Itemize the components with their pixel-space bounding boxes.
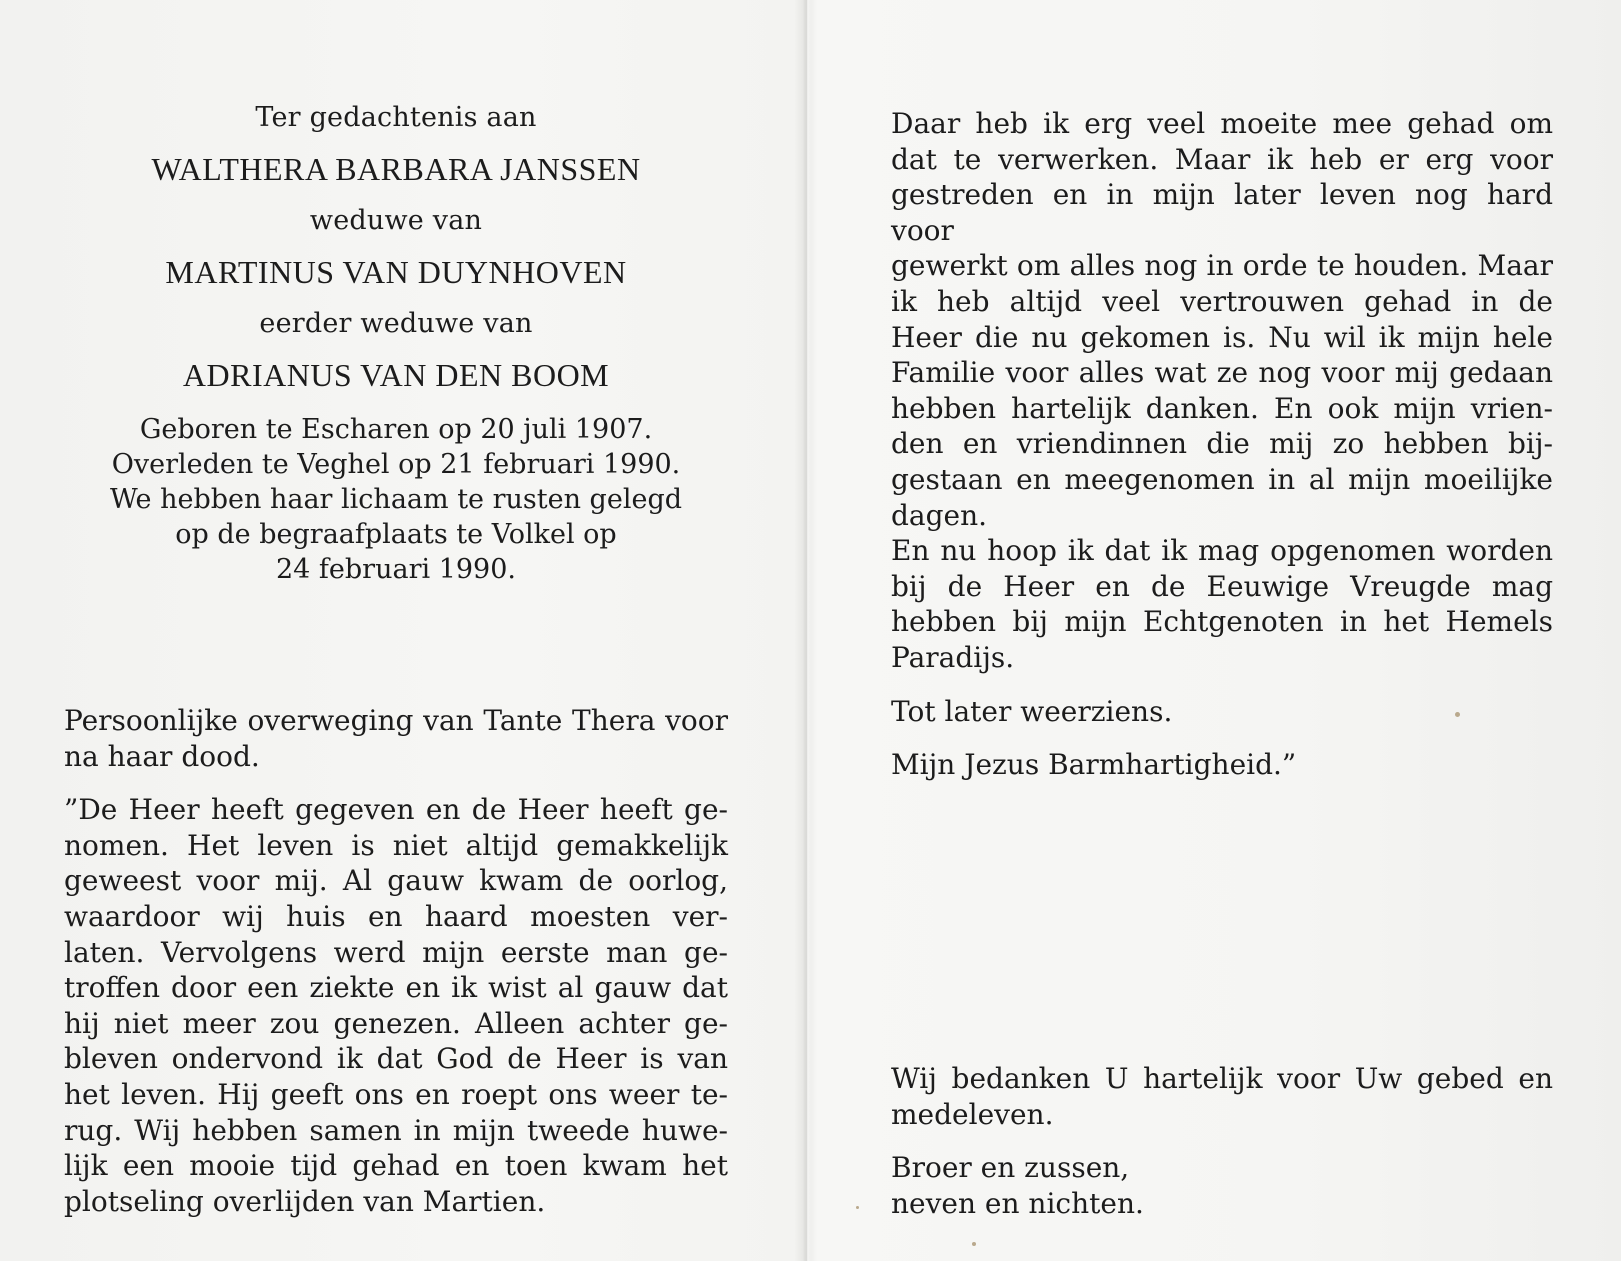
text-line: dat te verwerken. Maar ik heb er erg voor (891, 142, 1553, 176)
text-line: Wij bedanken U hartelijk voor Uw gebed en (891, 1062, 1553, 1095)
text-line: Paradijs. (891, 640, 1015, 674)
text-line: neven en nichten. (891, 1186, 1144, 1220)
birth-line: Geboren te Escharen op 20 juli 1907. (139, 414, 653, 445)
text-line: Familie voor alles wat ze nog voor mij gedaan (891, 356, 1553, 390)
life-dates (64, 412, 728, 587)
relation-1: weduwe van (309, 205, 483, 236)
thanks-paragraph (891, 1061, 1553, 1132)
text-line: Heer die nu gekomen is. Nu wil ik mijn hele (891, 320, 1553, 354)
text-line: hebben bij mijn Echtgenoten in het Hemels (891, 605, 1553, 639)
text-line: troffen door een ziekte en ik wist al gauw dat (64, 971, 728, 1005)
text-line: Persoonlijke overweging van Tante Thera voor (64, 704, 728, 737)
reflection-continued (891, 106, 1553, 783)
memorial-header (64, 100, 728, 587)
reflection-text (64, 703, 728, 1219)
text-line: geweest voor mij. Al gauw kwam de oorlog, (64, 864, 728, 898)
text-line: En nu hoop ik dat ik mag opgenomen worden (891, 534, 1553, 568)
left-panel (64, 0, 728, 1261)
reflection-paragraph (64, 792, 728, 1219)
text-line: ”De Heer heeft gegeven en de Heer heeft ge- (64, 793, 728, 827)
text-line: rug. Wij hebben samen in mijn tweede huwe- (64, 1113, 728, 1147)
reflection-title (64, 703, 728, 774)
text-line: Broer en zussen, (891, 1151, 1130, 1185)
text-line: nomen. Het leven is niet altijd gemakkelijk (64, 828, 728, 862)
text-line: gestaan en meegenomen in al mijn moeilijke (891, 462, 1553, 496)
text-line: bij de Heer en de Eeuwige Vreugde mag (891, 569, 1553, 603)
text-line: gestreden en in mijn later leven nog hard voor (891, 178, 1553, 247)
death-line: Overleden te Veghel op 21 februari 1990. (111, 449, 681, 480)
text-line: medeleven. (891, 1097, 1054, 1131)
burial-line-1: We hebben haar lichaam te rusten gelegd (109, 484, 683, 515)
text-line: ik heb altijd veel vertrouwen gehad in de (891, 284, 1553, 318)
closing-text (891, 1061, 1553, 1221)
farewell-line: Tot later weerziens. (891, 694, 1173, 728)
spouse-2-name: ADRIANUS VAN DEN BOOM (182, 357, 610, 393)
text-line: hebben hartelijk danken. En ook mijn vrien- (891, 391, 1553, 425)
text-line: lijk een mooie tijd gehad en toen kwam het (64, 1149, 728, 1183)
relation-2: eerder weduwe van (259, 308, 533, 339)
prayer-line: Mijn Jezus Barmhartigheid.” (891, 748, 1297, 782)
text-line: laten. Vervolgens werd mijn eerste man ge- (64, 935, 728, 969)
card-fold (803, 0, 811, 1261)
spouse-1-name: MARTINUS VAN DUYNHOVEN (165, 254, 627, 290)
paper-speck (856, 1206, 859, 1209)
text-line: het leven. Hij geeft ons en roept ons weer te- (64, 1077, 728, 1111)
burial-line-2: op de begraafplaats te Volkel op (175, 519, 617, 550)
text-line: dagen. (891, 498, 988, 532)
text-line: Daar heb ik erg veel moeite mee gehad om (891, 107, 1553, 140)
deceased-name: WALTHERA BARBARA JANSSEN (151, 151, 641, 187)
text-line: waardoor wij huis en haard moesten ver- (64, 899, 728, 933)
burial-date: 24 februari 1990. (275, 554, 516, 585)
text-line: hij niet meer zou genezen. Alleen achter ge- (64, 1006, 728, 1040)
text-line: den en vriendinnen die mij zo hebben bij- (891, 427, 1553, 461)
right-panel (891, 0, 1553, 1261)
text-line: gewerkt om alles nog in orde te houden. Maar (891, 249, 1553, 283)
text-line: bleven ondervond ik dat God de Heer is van (64, 1042, 728, 1076)
signature (891, 1150, 1553, 1221)
reflection-paragraph-2 (891, 106, 1553, 676)
text-line: plotseling overlijden van Martien. (64, 1184, 546, 1218)
text-line: na haar dood. (64, 739, 260, 773)
intro-text: Ter gedachtenis aan (255, 102, 537, 133)
